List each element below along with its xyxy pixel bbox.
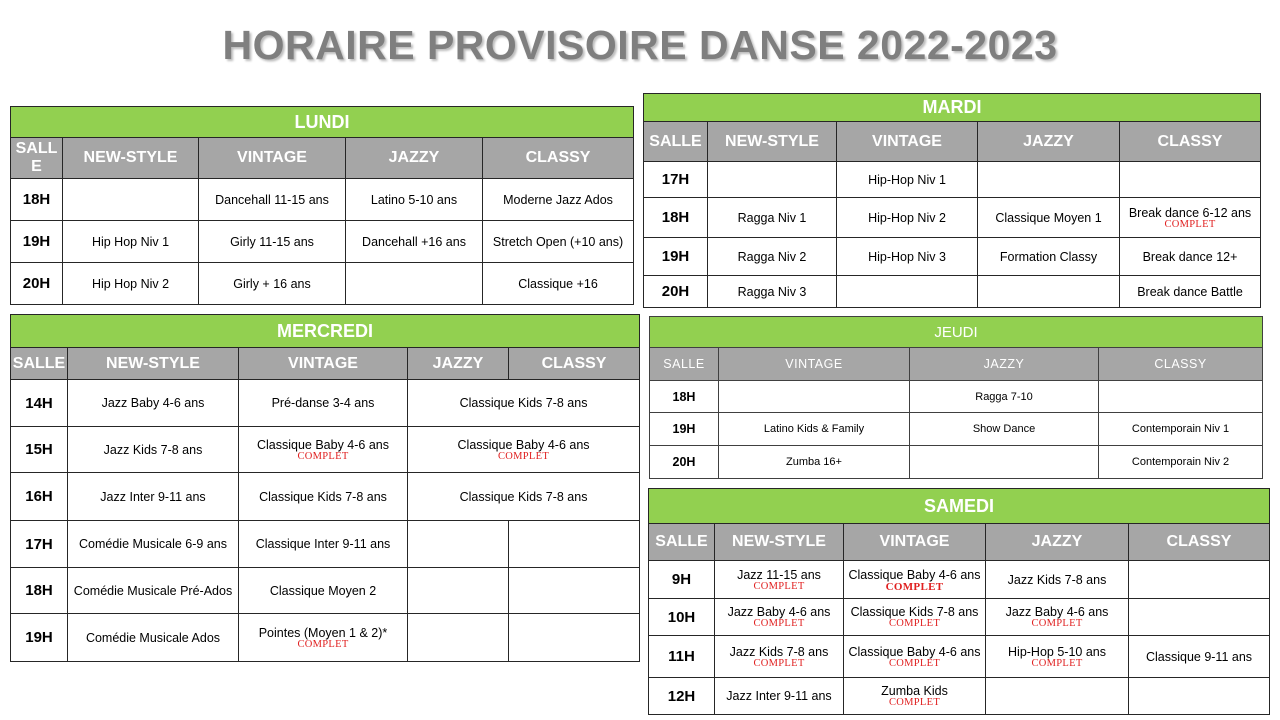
class-cell: [1120, 198, 1261, 238]
class-name: Contemporain Niv 2: [1131, 456, 1230, 468]
column-header-vintage: VINTAGE: [199, 138, 346, 179]
class-cell: [239, 427, 408, 473]
class-cell: [346, 263, 483, 305]
complet-label: COMPLET: [753, 657, 805, 669]
class-cell: [844, 561, 986, 599]
column-header-jazzy: JAZZY: [986, 524, 1129, 561]
time-cell: 20H: [650, 446, 719, 479]
class-cell: [1129, 599, 1270, 636]
class-cell: [68, 568, 239, 614]
class-cell: [408, 521, 509, 568]
class-cell: [239, 473, 408, 521]
class-name: Classique Baby 4-6 ans: [848, 644, 981, 659]
table-row: [649, 561, 1270, 599]
time-cell: 12H: [649, 678, 715, 715]
column-header-vintage: VINTAGE: [844, 524, 986, 561]
class-name: Classique Kids 7-8 ans: [259, 489, 387, 504]
time-cell: 20H: [644, 276, 708, 308]
class-cell: [837, 162, 978, 198]
class-cell: [837, 238, 978, 276]
class-cell: [509, 521, 640, 568]
class-cell: [978, 198, 1120, 238]
column-header-salle: SALLE: [650, 348, 719, 381]
class-cell: [408, 568, 509, 614]
complet-label: COMPLET: [753, 618, 805, 629]
class-cell: [978, 162, 1120, 198]
class-name: Comédie Musicale Pré-Ados: [73, 583, 233, 598]
class-cell: [978, 238, 1120, 276]
class-cell: [1129, 678, 1270, 715]
column-header-salle: SALLE: [644, 122, 708, 162]
class-name: Latino 5-10 ans: [370, 192, 458, 207]
time-cell: 17H: [11, 521, 68, 568]
samedi-day-label: SAMEDI: [649, 489, 1270, 524]
class-name: Zumba 16+: [786, 456, 842, 468]
class-name: Jazz Baby 4-6 ans: [101, 396, 205, 410]
table-row: [644, 238, 1261, 276]
class-cell: [715, 561, 844, 599]
complet-label: COMPLET: [885, 580, 944, 593]
class-name: Classique Baby 4-6 ans: [848, 567, 981, 582]
class-cell: [483, 263, 634, 305]
class-cell: [1099, 446, 1263, 479]
class-cell: [239, 521, 408, 568]
class-cell: [199, 263, 346, 305]
complet-label: COMPLET: [1031, 618, 1083, 629]
time-cell: 19H: [11, 614, 68, 662]
class-name: Break dance Battle: [1137, 284, 1243, 299]
complet-label: COMPLET: [297, 450, 349, 462]
complet-label: COMPLET: [888, 697, 941, 708]
class-name: Comédie Musicale 6-9 ans: [79, 537, 227, 551]
class-cell: [239, 380, 408, 427]
class-cell: [986, 599, 1129, 636]
time-cell: 18H: [11, 179, 63, 221]
table-row: [644, 162, 1261, 198]
class-cell: [715, 678, 844, 715]
class-cell: [844, 599, 986, 636]
class-name: Jazz Baby 4-6 ans: [1005, 605, 1109, 619]
class-name: Classique +16: [518, 276, 598, 291]
class-cell: [910, 413, 1099, 446]
class-cell: [346, 179, 483, 221]
time-cell: 9H: [649, 561, 715, 599]
class-name: Contemporain Niv 1: [1131, 423, 1230, 435]
class-cell: [708, 238, 837, 276]
table-row: [649, 678, 1270, 715]
table-row: [11, 614, 640, 662]
column-header-salle: [11, 138, 63, 179]
class-cell: [509, 614, 640, 662]
class-name: Hip Hop Niv 2: [91, 276, 170, 291]
class-name: Classique Moyen 1: [995, 210, 1102, 225]
column-header-classy: CLASSY: [509, 348, 640, 380]
time-cell: 17H: [644, 162, 708, 198]
table-row: [11, 473, 640, 521]
time-cell: 18H: [644, 198, 708, 238]
class-name: Ragga Niv 1: [737, 210, 807, 225]
class-cell: [837, 276, 978, 308]
class-name: Girly 11-15 ans: [230, 234, 314, 249]
class-cell: [719, 446, 910, 479]
class-name: Break dance 6-12 ans: [1128, 205, 1252, 220]
complet-label: COMPLET: [888, 657, 941, 669]
class-name: Ragga Niv 2: [737, 249, 807, 264]
column-header-jazzy: JAZZY: [408, 348, 509, 380]
column-header-salle: SALLE: [649, 524, 715, 561]
class-name: Comédie Musicale Ados: [85, 630, 221, 645]
jeudi-day-label: JEUDI: [650, 317, 1263, 348]
class-name: Zumba Kids: [881, 684, 948, 698]
class-cell: [239, 614, 408, 662]
class-name: Girly + 16 ans: [233, 276, 311, 291]
mercredi-schedule-table: [10, 314, 640, 662]
class-cell: [837, 198, 978, 238]
class-name: Classique 9-11 ans: [1145, 649, 1253, 664]
table-row: [650, 381, 1263, 413]
class-name: Pré-danse 3-4 ans: [271, 396, 375, 410]
class-cell: [708, 276, 837, 308]
class-cell: [719, 381, 910, 413]
table-row: [650, 446, 1263, 479]
time-cell: 11H: [649, 636, 715, 678]
class-cell: [68, 521, 239, 568]
class-cell: [715, 599, 844, 636]
class-cell: [1129, 561, 1270, 599]
class-cell: [68, 427, 239, 473]
class-cell: [986, 678, 1129, 715]
class-name: Break dance 12+: [1142, 249, 1238, 264]
class-name: Classique Baby 4-6 ans: [457, 437, 590, 452]
column-header-vintage: VINTAGE: [837, 122, 978, 162]
class-cell: [1129, 636, 1270, 678]
time-cell: 15H: [11, 427, 68, 473]
column-header-jazzy: JAZZY: [346, 138, 483, 179]
time-cell: 18H: [11, 568, 68, 614]
column-header-jazzy: JAZZY: [978, 122, 1120, 162]
column-header-vintage: VINTAGE: [239, 348, 408, 380]
table-row: [11, 568, 640, 614]
class-name: Jazz Inter 9-11 ans: [726, 689, 832, 703]
column-header-jazzy: JAZZY: [910, 348, 1099, 381]
table-row: [11, 427, 640, 473]
class-cell: [715, 636, 844, 678]
class-name: Formation Classy: [999, 249, 1098, 264]
class-cell: [844, 678, 986, 715]
time-cell: 19H: [650, 413, 719, 446]
class-cell: [1120, 276, 1261, 308]
complet-label: COMPLET: [888, 618, 941, 629]
class-cell: [708, 198, 837, 238]
class-cell: [68, 380, 239, 427]
time-cell: 16H: [11, 473, 68, 521]
table-row: [644, 276, 1261, 308]
lundi-day-label: LUNDI: [11, 107, 634, 138]
mercredi-day-label: MERCREDI: [11, 315, 640, 348]
class-cell: [844, 636, 986, 678]
class-cell: [408, 427, 640, 473]
column-header-classy: CLASSY: [1099, 348, 1263, 381]
class-cell: [408, 380, 640, 427]
class-name: Classique Kids 7-8 ans: [459, 396, 588, 410]
class-name: Hip-Hop Niv 1: [868, 172, 946, 187]
time-cell: 14H: [11, 380, 68, 427]
class-cell: [986, 561, 1129, 599]
class-cell: [239, 568, 408, 614]
class-name: Classique Kids 7-8 ans: [459, 489, 588, 504]
class-cell: [408, 614, 509, 662]
time-cell: 20H: [11, 263, 63, 305]
complet-label: COMPLET: [1031, 657, 1083, 669]
class-name: Dancehall 11-15 ans: [215, 192, 329, 207]
time-cell: 19H: [644, 238, 708, 276]
table-row: [11, 521, 640, 568]
class-name: Jazz Kids 7-8 ans: [103, 442, 203, 457]
table-row: [11, 221, 634, 263]
class-name: Moderne Jazz Ados: [503, 192, 613, 207]
column-header-classy: CLASSY: [483, 138, 634, 179]
class-name: Jazz Inter 9-11 ans: [100, 489, 206, 504]
class-name: Classique Baby 4-6 ans: [256, 437, 390, 452]
complet-label: COMPLET: [497, 450, 550, 462]
class-name: Jazz 11-15 ans: [737, 567, 821, 582]
class-name: Jazz Kids 7-8 ans: [729, 644, 829, 659]
table-row: [644, 198, 1261, 238]
column-header-new-style: NEW-STYLE: [715, 524, 844, 561]
class-cell: [199, 179, 346, 221]
class-cell: [910, 446, 1099, 479]
samedi-schedule-table: [648, 488, 1270, 715]
class-cell: [483, 179, 634, 221]
table-row: [649, 599, 1270, 636]
complet-label: COMPLET: [1164, 218, 1216, 230]
class-name: Stretch Open (+10 ans): [492, 234, 624, 249]
column-header-classy: CLASSY: [1120, 122, 1261, 162]
class-cell: [63, 263, 199, 305]
time-cell: 18H: [650, 381, 719, 413]
complet-label: COMPLET: [297, 638, 349, 650]
column-header-salle: SALLE: [11, 348, 68, 380]
mardi-schedule-table: [643, 93, 1261, 308]
class-cell: [1120, 238, 1261, 276]
complet-label: COMPLET: [753, 580, 805, 592]
class-cell: [408, 473, 640, 521]
class-cell: [509, 568, 640, 614]
class-cell: [346, 221, 483, 263]
class-cell: [68, 473, 239, 521]
salle-label-line2: E: [31, 158, 42, 175]
column-header-vintage: VINTAGE: [719, 348, 910, 381]
class-cell: [483, 221, 634, 263]
class-name: Show Dance: [972, 423, 1036, 435]
class-name: Classique Kids 7-8 ans: [850, 605, 979, 619]
table-row: [11, 179, 634, 221]
class-name: Hip-Hop 5-10 ans: [1008, 644, 1106, 659]
class-cell: [910, 381, 1099, 413]
class-name: Pointes (Moyen 1 & 2)*: [258, 625, 388, 640]
class-name: Classique Moyen 2: [269, 583, 377, 598]
column-header-new-style: NEW-STYLE: [708, 122, 837, 162]
class-cell: [63, 179, 199, 221]
class-name: Ragga 7-10: [975, 390, 1033, 403]
class-cell: [1099, 413, 1263, 446]
column-header-new-style: NEW-STYLE: [68, 348, 239, 380]
class-name: Dancehall +16 ans: [362, 234, 466, 249]
class-cell: [986, 636, 1129, 678]
class-name: Classique Inter 9-11 ans: [255, 537, 391, 551]
salle-label-line1: SALL: [15, 140, 58, 157]
class-name: Ragga Niv 3: [737, 284, 807, 299]
class-name: Jazz Kids 7-8 ans: [1007, 572, 1107, 587]
table-row: [11, 263, 634, 305]
page-title: HORAIRE PROVISOIRE DANSE 2022-2023: [222, 22, 1058, 68]
class-name: Jazz Baby 4-6 ans: [727, 605, 831, 619]
lundi-schedule-table: [10, 106, 634, 305]
class-name: Hip-Hop Niv 3: [868, 249, 946, 264]
class-cell: [1120, 162, 1261, 198]
column-header-classy: CLASSY: [1129, 524, 1270, 561]
time-cell: 10H: [649, 599, 715, 636]
table-row: [649, 636, 1270, 678]
class-cell: [708, 162, 837, 198]
jeudi-schedule-table: [649, 316, 1263, 479]
class-name: Latino Kids & Family: [763, 423, 865, 435]
class-cell: [68, 614, 239, 662]
time-cell: 19H: [11, 221, 63, 263]
class-cell: [63, 221, 199, 263]
class-cell: [199, 221, 346, 263]
class-name: Hip Hop Niv 1: [91, 234, 170, 249]
column-header-new-style: NEW-STYLE: [63, 138, 199, 179]
class-name: Hip-Hop Niv 2: [868, 210, 946, 225]
table-row: [11, 380, 640, 427]
table-row: [650, 413, 1263, 446]
class-cell: [719, 413, 910, 446]
class-cell: [978, 276, 1120, 308]
class-cell: [1099, 381, 1263, 413]
mardi-day-label: MARDI: [644, 94, 1261, 122]
